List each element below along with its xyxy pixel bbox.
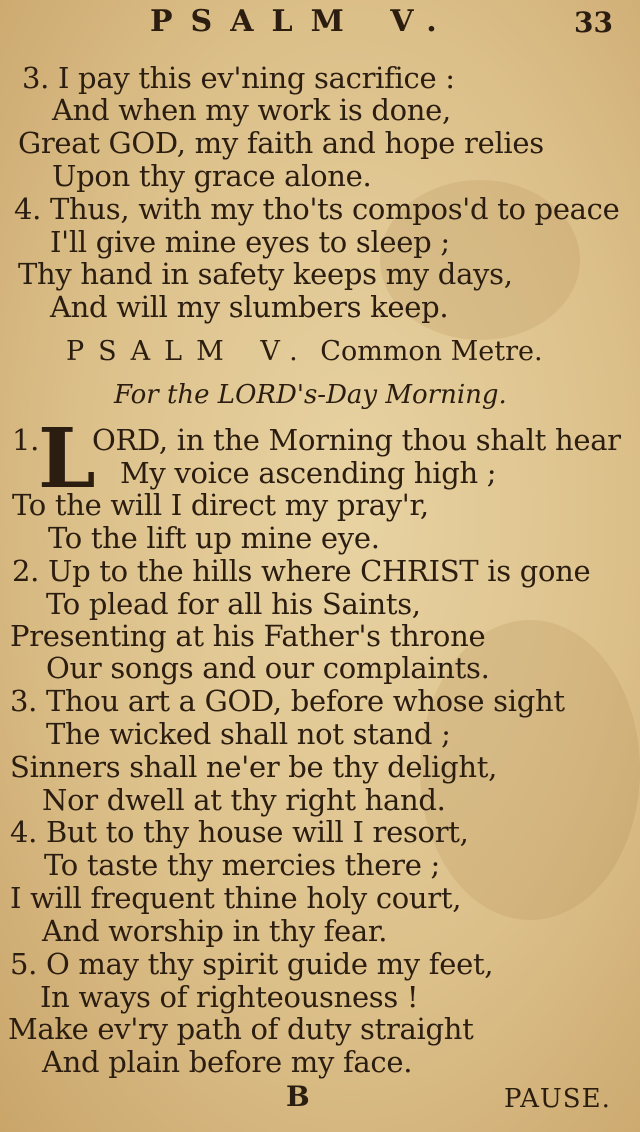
verse-line: To taste thy mercies there ;: [44, 848, 440, 882]
verse-line: And plain before my face.: [42, 1045, 413, 1079]
verse-line: To the will I direct my pray'r,: [12, 488, 429, 522]
verse-line: Our songs and our complaints.: [46, 651, 490, 685]
verse-line: I will frequent thine holy court,: [10, 881, 462, 915]
psalm-heading: PSALM V.: [66, 336, 312, 367]
verse-line: And worship in thy fear.: [42, 914, 388, 948]
verse-line: Presenting at his Father's throne: [10, 619, 486, 653]
verse-line: Upon thy grace alone.: [52, 159, 372, 193]
section-subtitle: For the LORD's-Day Morning.: [114, 380, 507, 410]
verse-line: I'll give mine eyes to sleep ;: [50, 225, 450, 259]
page-number: 33: [574, 6, 613, 39]
verse-line: Sinners shall ne'er be thy delight,: [10, 750, 498, 784]
verse-line: Thy hand in safety keeps my days,: [18, 257, 513, 291]
verse-line: 2. Up to the hills where CHRIST is gone: [12, 554, 591, 588]
verse-line: My voice ascending high ;: [120, 456, 497, 490]
verse-line: 3. I pay this ev'ning sacrifice :: [22, 61, 455, 95]
verse-line: 4. Thus, with my tho'ts compos'd to peace: [14, 192, 620, 226]
drop-cap: L: [38, 411, 96, 507]
verse-number: 1.: [12, 423, 40, 457]
running-header: PSALM V.: [150, 4, 455, 39]
verse-line: Nor dwell at thy right hand.: [42, 783, 446, 817]
verse-line: Make ev'ry path of duty straight: [8, 1012, 474, 1046]
verse-line: And when my work is done,: [52, 93, 451, 127]
signature-mark: B: [286, 1080, 310, 1113]
verse-line: In ways of righteousness !: [40, 980, 419, 1014]
verse-line: ORD, in the Morning thou shalt hear: [92, 423, 621, 457]
verse-line: 4. But to thy house will I resort,: [10, 815, 469, 849]
section-title: [66, 336, 543, 367]
verse-line: Great GOD, my faith and hope relies: [18, 126, 544, 160]
metre-label: Common Metre.: [320, 336, 543, 367]
verse-line: And will my slumbers keep.: [50, 290, 449, 324]
verse-line: The wicked shall not stand ;: [46, 717, 451, 751]
verse-line: 3. Thou art a GOD, before whose sight: [10, 684, 565, 718]
catchword: PAUSE.: [504, 1084, 611, 1114]
verse-line: To the lift up mine eye.: [48, 521, 380, 555]
verse-line: 5. O may thy spirit guide my feet,: [10, 947, 494, 981]
verse-line: To plead for all his Saints,: [46, 587, 421, 621]
